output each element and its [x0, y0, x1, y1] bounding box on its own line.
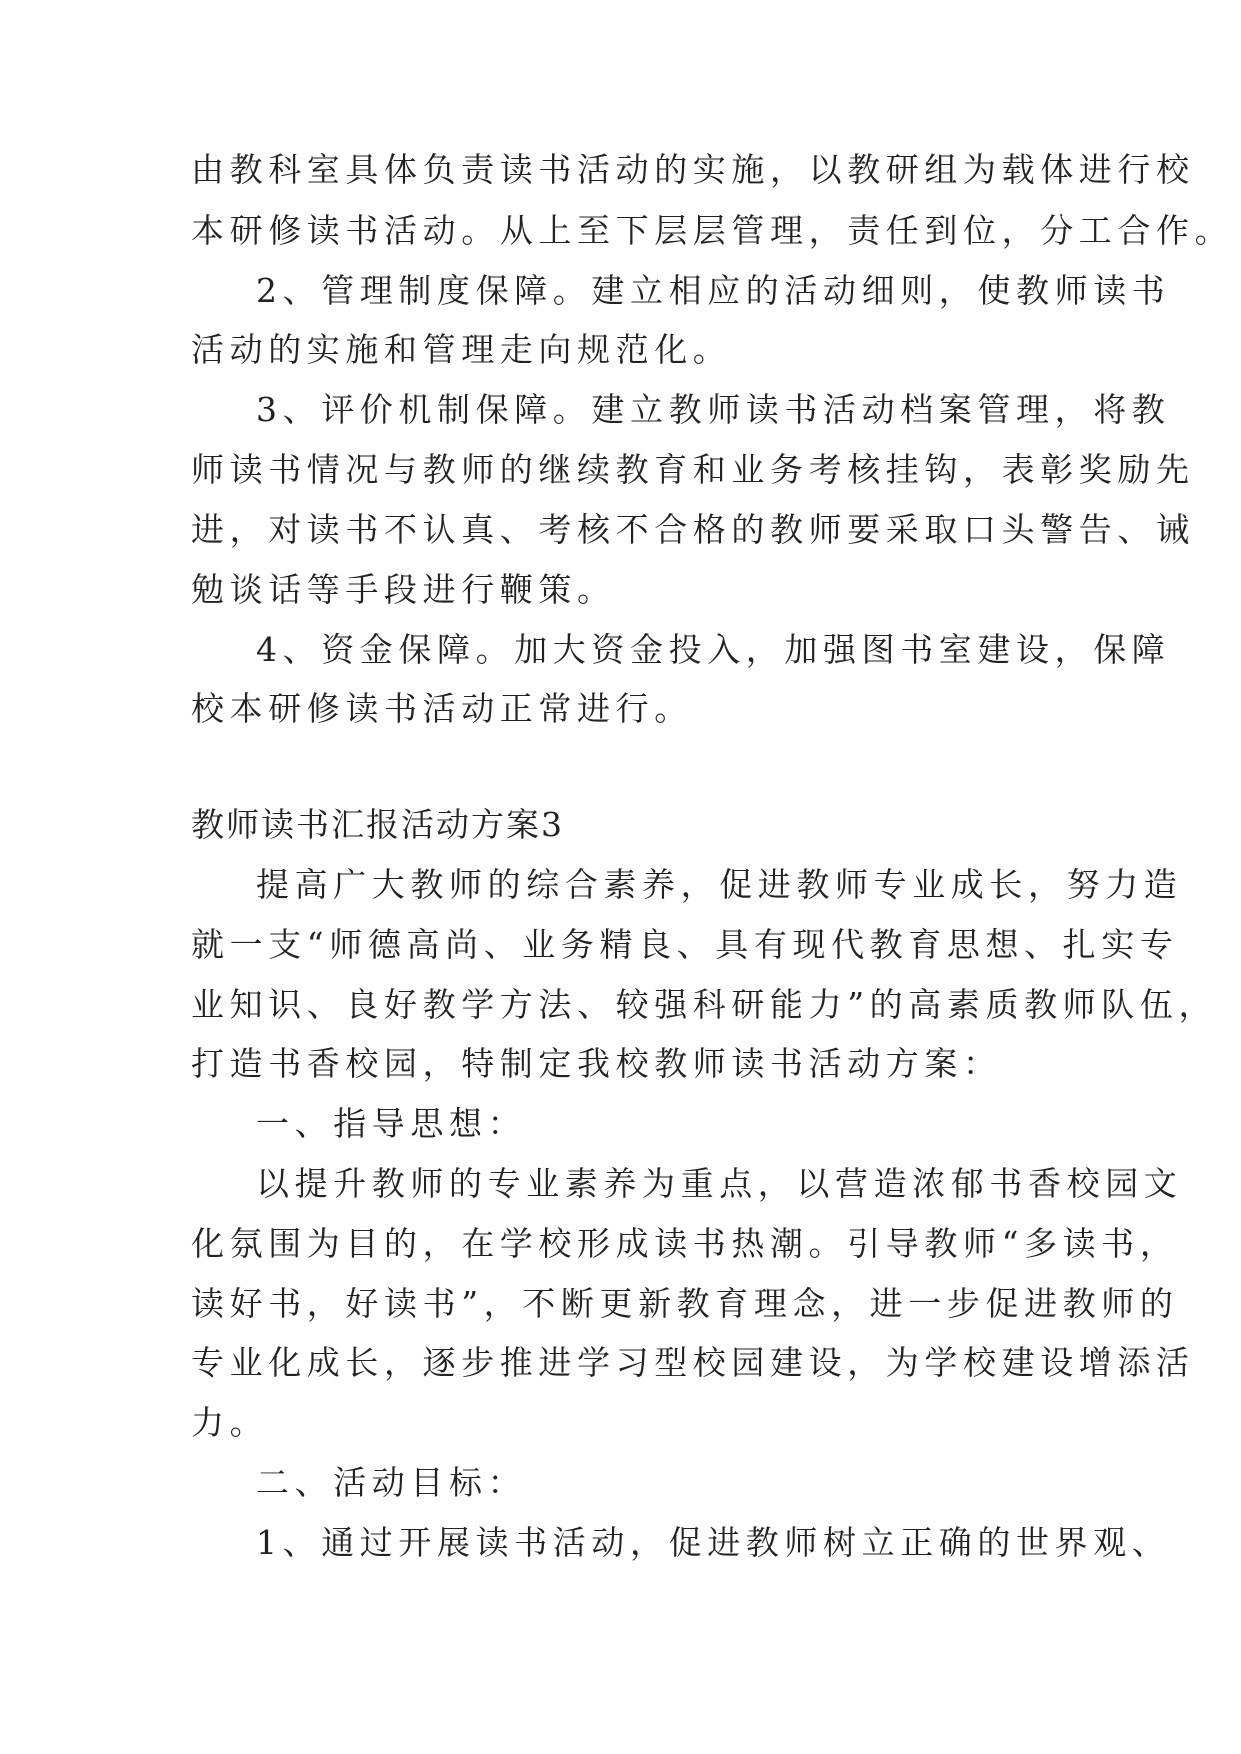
body-text-line: 读好书，好读书”，不断更新教育理念，进一步促进教师的	[191, 1284, 1179, 1323]
body-text-line: 以提升教师的专业素养为重点，以营造浓郁书香校园文	[256, 1164, 1183, 1203]
body-text-line: 提高广大教师的综合素养，促进教师专业成长，努力造	[256, 865, 1183, 904]
body-text-line: 活动的实施和管理走向规范化。	[191, 330, 732, 369]
body-text-line: 打造书香校园，特制定我校教师读书活动方案：	[191, 1044, 1002, 1083]
body-text-line: 专业化成长，逐步推进学习型校园建设，为学校建设增添活	[191, 1343, 1195, 1382]
subheading-line: 一、指导思想：	[256, 1104, 527, 1143]
section-heading: 教师读书汇报活动方案3	[191, 805, 564, 844]
body-text-line: 就一支“师德高尚、业务精良、具有现代教育思想、扎实专	[191, 925, 1179, 964]
body-text-line: 4、资金保障。加大资金投入，加强图书室建设，保障	[256, 630, 1171, 669]
body-text-line: 1、通过开展读书活动，促进教师树立正确的世界观、	[256, 1523, 1171, 1562]
body-text-line: 由教科室具体负责读书活动的实施，以教研组为载体进行校	[191, 150, 1195, 189]
body-text-line: 业知识、良好教学方法、较强科研能力”的高素质教师队伍，	[191, 985, 1218, 1024]
body-text-line: 2、管理制度保障。建立相应的活动细则，使教师读书	[256, 271, 1171, 310]
body-text-line: 化氛围为目的，在学校形成读书热潮。引导教师“多读书，	[191, 1224, 1179, 1263]
body-text-line: 进，对读书不认真、考核不合格的教师要采取口头警告、诫	[191, 510, 1195, 549]
body-text-line: 3、评价机制保障。建立教师读书活动档案管理，将教	[256, 390, 1171, 429]
body-text-line: 本研修读书活动。从上至下层层管理，责任到位，分工合作。	[191, 211, 1234, 250]
body-text-line: 校本研修读书活动正常进行。	[191, 689, 693, 728]
body-text-line: 勉谈话等手段进行鞭策。	[191, 570, 616, 609]
body-text-line: 师读书情况与教师的继续教育和业务考核挂钩，表彰奖励先	[191, 450, 1195, 489]
body-text-line: 力。	[191, 1403, 269, 1442]
subheading-line: 二、活动目标：	[256, 1463, 527, 1502]
